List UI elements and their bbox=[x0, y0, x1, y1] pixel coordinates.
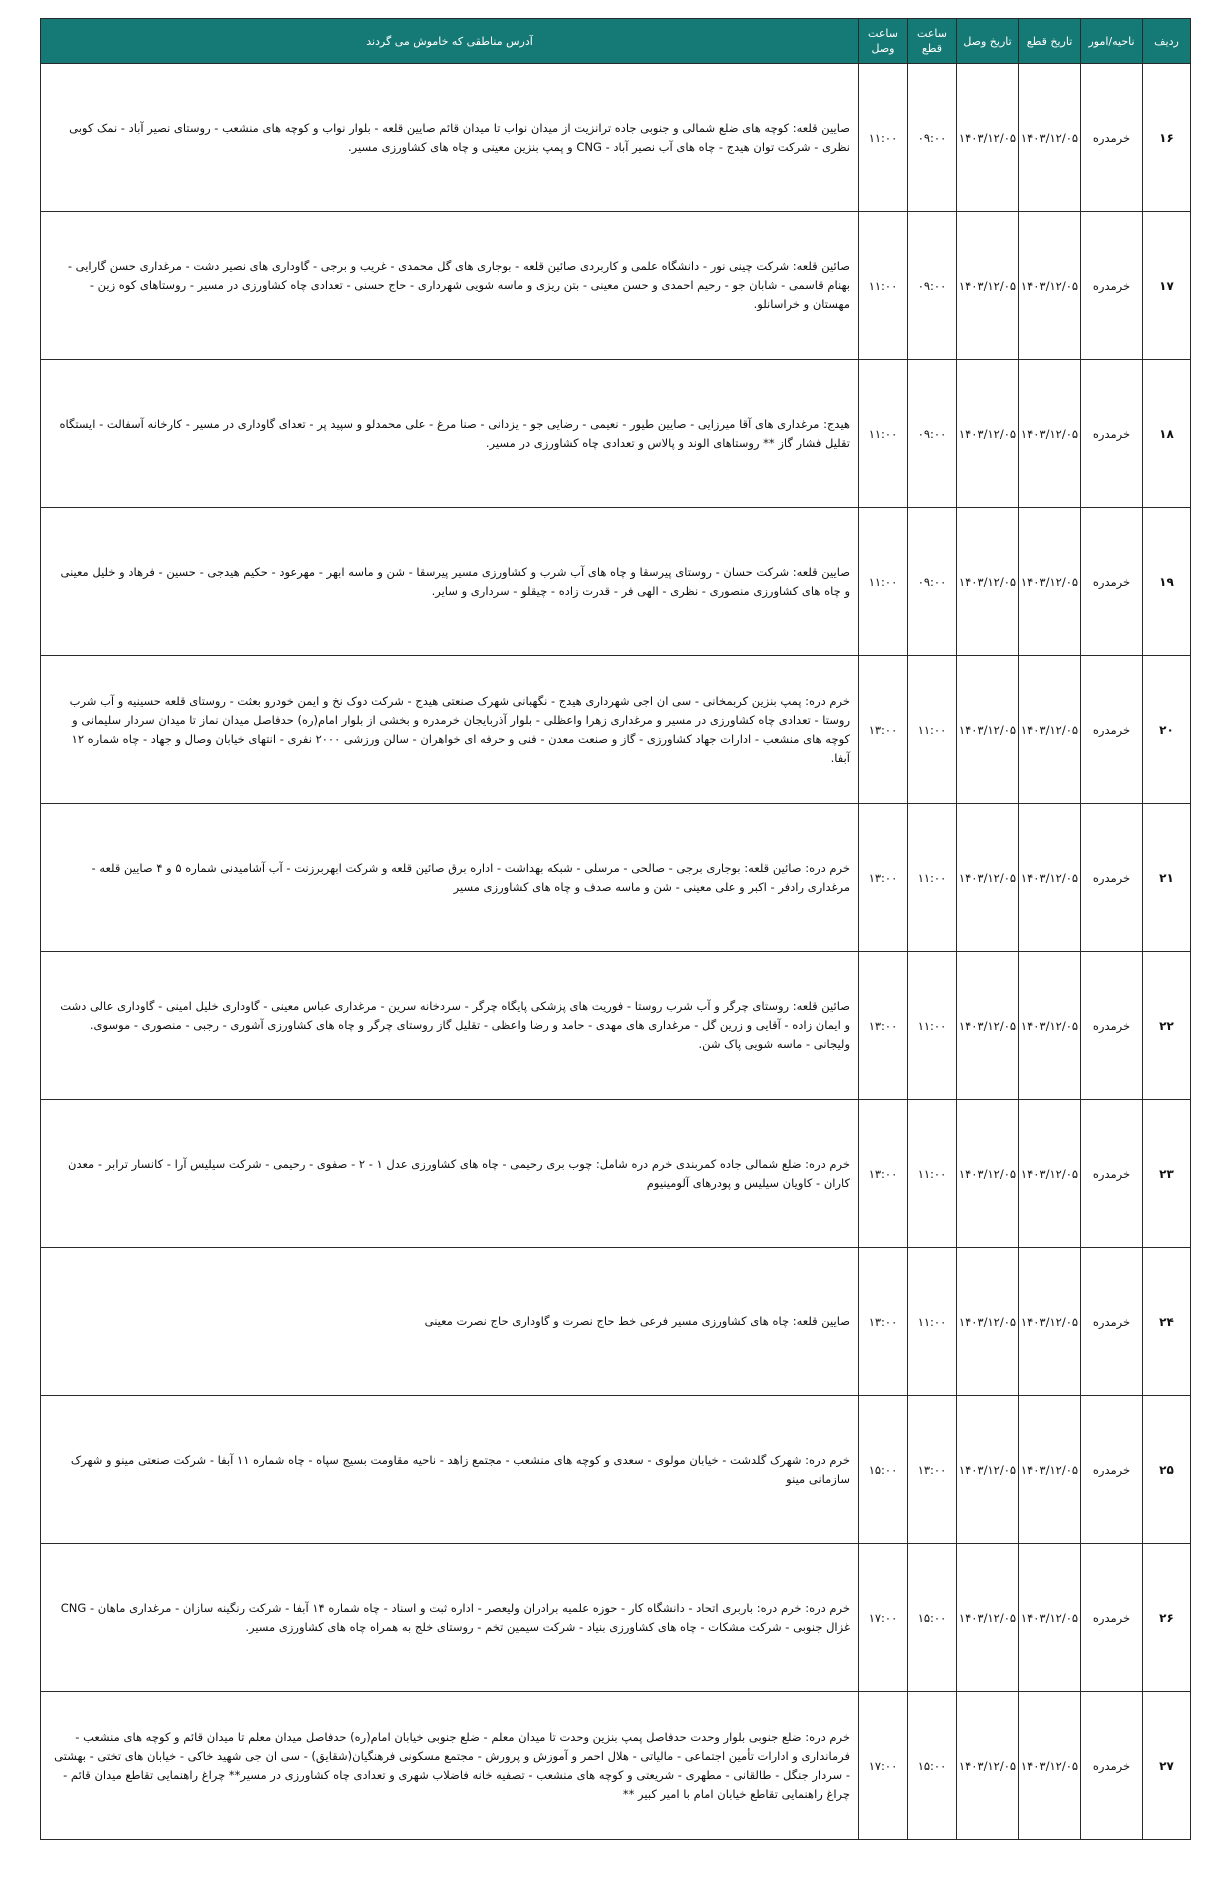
connect-time-cell: ۱۱:۰۰ bbox=[859, 360, 908, 508]
header-cut-time: ساعت قطع bbox=[908, 19, 957, 64]
row-number-cell: ۱۹ bbox=[1143, 508, 1191, 656]
row-number-cell: ۱۸ bbox=[1143, 360, 1191, 508]
outage-table bbox=[40, 18, 1191, 1840]
address-cell: خرم دره: ضلع شمالی جاده کمربندی خرم دره شامل: چوب بری رحیمی - چاه های کشاورزی عدل ۱ - ۲ - صفوی - رحیمی - شرکت سیلیس آرا - کانسار ترابر - معدن کاران - کاویان سیلیس و پودرهای آلومینیوم bbox=[41, 1100, 859, 1248]
address-cell: صایین قلعه: شرکت حسان - روستای پیرسقا و چاه های آب شرب و کشاورزی مسیر پیرسقا - شن و ماسه ابهر - مهرعود - حکیم هیدجی - حسین - فرهاد و خلیل معینی و چاه های کشاورزی منصوری - نظری - الهی فر - قدرت زاده - چیقلو - سرداری و سایر. bbox=[41, 508, 859, 656]
address-cell: صائین قلعه: روستای چرگر و آب شرب روستا - فوریت های پزشکی پایگاه چرگر - سردخانه سرین - مرغداری عباس معینی - گاوداری خلیل امینی - گاوداری عالی دشت و ایمان زاده - آقایی و زرین گل - مرغداری های مهدی - حامد و رضا واعظی - تقلیل گاز روستای چرگر و چاه های کشاورزی آشوری - رجبی - منصوری - موسوی. ولیجانی - ماسه شویی پاک شن. bbox=[41, 952, 859, 1100]
cut-time-cell: ۰۹:۰۰ bbox=[908, 64, 957, 212]
table-row bbox=[41, 1544, 1191, 1692]
row-number-cell: ۱۷ bbox=[1143, 212, 1191, 360]
connect-time-cell: ۱۳:۰۰ bbox=[859, 952, 908, 1100]
connect-date-cell: ۱۴۰۳/۱۲/۰۵ bbox=[957, 1544, 1019, 1692]
connect-time-cell: ۱۳:۰۰ bbox=[859, 656, 908, 804]
region-cell: خرمدره bbox=[1081, 804, 1143, 952]
connect-time-cell: ۱۱:۰۰ bbox=[859, 508, 908, 656]
cut-time-cell: ۰۹:۰۰ bbox=[908, 508, 957, 656]
table-row bbox=[41, 1248, 1191, 1396]
cut-date-cell: ۱۴۰۳/۱۲/۰۵ bbox=[1019, 212, 1081, 360]
header-connect-date: تاریخ وصل bbox=[957, 19, 1019, 64]
table-row bbox=[41, 1396, 1191, 1544]
connect-date-cell: ۱۴۰۳/۱۲/۰۵ bbox=[957, 1100, 1019, 1248]
table-row bbox=[41, 1100, 1191, 1248]
cut-date-cell: ۱۴۰۳/۱۲/۰۵ bbox=[1019, 1396, 1081, 1544]
connect-date-cell: ۱۴۰۳/۱۲/۰۵ bbox=[957, 952, 1019, 1100]
region-cell: خرمدره bbox=[1081, 1396, 1143, 1544]
header-row-number: ردیف bbox=[1143, 19, 1191, 64]
address-cell: هیدج: مرغداری های آقا میرزایی - صایین طیور - نعیمی - رضایی جو - یزدانی - صنا مرغ - علی محمدلو و سپید پر - تعدای گاوداری در مسیر - کارخانه آسفالت - ایستگاه تقلیل فشار گاز ** روستاهای الوند و پالاس و تعدادی چاه کشاورزی در مسیر. bbox=[41, 360, 859, 508]
connect-time-cell: ۱۳:۰۰ bbox=[859, 1100, 908, 1248]
cut-date-cell: ۱۴۰۳/۱۲/۰۵ bbox=[1019, 804, 1081, 952]
outage-schedule bbox=[40, 18, 1190, 1840]
connect-time-cell: ۱۵:۰۰ bbox=[859, 1396, 908, 1544]
table-row bbox=[41, 952, 1191, 1100]
row-number-cell: ۲۷ bbox=[1143, 1692, 1191, 1840]
address-cell: خرم دره: صائین قلعه: بوجاری برجی - صالحی - مرسلی - شبکه بهداشت - اداره برق صائین قلعه و شرکت ابهربرزنت - آب آشامیدنی شماره ۵ و ۴ صایین قلعه - مرغداری رادفر - اکبر و علی معینی - شن و ماسه صدف و چاه های کشاورزی مسیر bbox=[41, 804, 859, 952]
cut-time-cell: ۱۱:۰۰ bbox=[908, 1248, 957, 1396]
cut-date-cell: ۱۴۰۳/۱۲/۰۵ bbox=[1019, 952, 1081, 1100]
connect-time-cell: ۱۱:۰۰ bbox=[859, 64, 908, 212]
connect-date-cell: ۱۴۰۳/۱۲/۰۵ bbox=[957, 1396, 1019, 1544]
connect-date-cell: ۱۴۰۳/۱۲/۰۵ bbox=[957, 508, 1019, 656]
cut-time-cell: ۰۹:۰۰ bbox=[908, 212, 957, 360]
header-cut-date: تاریخ قطع bbox=[1019, 19, 1081, 64]
region-cell: خرمدره bbox=[1081, 952, 1143, 1100]
cut-time-cell: ۱۵:۰۰ bbox=[908, 1544, 957, 1692]
connect-date-cell: ۱۴۰۳/۱۲/۰۵ bbox=[957, 804, 1019, 952]
connect-date-cell: ۱۴۰۳/۱۲/۰۵ bbox=[957, 1248, 1019, 1396]
region-cell: خرمدره bbox=[1081, 360, 1143, 508]
row-number-cell: ۲۱ bbox=[1143, 804, 1191, 952]
cut-date-cell: ۱۴۰۳/۱۲/۰۵ bbox=[1019, 508, 1081, 656]
region-cell: خرمدره bbox=[1081, 1544, 1143, 1692]
address-cell: خرم دره: شهرک گلدشت - خیابان مولوی - سعدی و کوچه های منشعب - مجتمع زاهد - ناحیه مقاومت بسیج سپاه - چاه شماره ۱۱ آبفا - شرکت صنعتی مینو و شهرک سازمانی مینو bbox=[41, 1396, 859, 1544]
connect-date-cell: ۱۴۰۳/۱۲/۰۵ bbox=[957, 1692, 1019, 1840]
row-number-cell: ۲۶ bbox=[1143, 1544, 1191, 1692]
connect-date-cell: ۱۴۰۳/۱۲/۰۵ bbox=[957, 656, 1019, 804]
cut-time-cell: ۱۳:۰۰ bbox=[908, 1396, 957, 1544]
cut-time-cell: ۱۱:۰۰ bbox=[908, 656, 957, 804]
cut-date-cell: ۱۴۰۳/۱۲/۰۵ bbox=[1019, 1544, 1081, 1692]
connect-time-cell: ۱۷:۰۰ bbox=[859, 1692, 908, 1840]
address-cell: خرم دره: خرم دره: باربری اتحاد - دانشگاه کار - حوزه علمیه برادران ولیعصر - اداره ثبت و اسناد - چاه شماره ۱۴ آبفا - شرکت رنگینه سازان - مرغداری ماهان - CNG غزال جنوبی - شرکت مشکات - چاه های کشاورزی بنیاد - شرکت سیمین تخم - روستای خلج به همراه چاه های کشاورزی مسیر. bbox=[41, 1544, 859, 1692]
row-number-cell: ۲۳ bbox=[1143, 1100, 1191, 1248]
cut-time-cell: ۱۱:۰۰ bbox=[908, 952, 957, 1100]
address-cell: صائین قلعه: شرکت چینی نور - دانشگاه علمی و کاربردی صائین قلعه - بوجاری های گل محمدی - غریب و برجی - گاوداری های نصیر دشت - مرغداری حسن گارایی - بهنام قاسمی - شابان جو - رحیم احمدی و حسن معینی - بتن ریزی و ماسه شویی شهرداری - حاج حسنی - تعدادی چاه کشاورزی در مسیر - روستاهای کوه زین - مهستان و خراسانلو. bbox=[41, 212, 859, 360]
region-cell: خرمدره bbox=[1081, 1248, 1143, 1396]
row-number-cell: ۱۶ bbox=[1143, 64, 1191, 212]
connect-time-cell: ۱۷:۰۰ bbox=[859, 1544, 908, 1692]
header-region: ناحیه/امور bbox=[1081, 19, 1143, 64]
cut-date-cell: ۱۴۰۳/۱۲/۰۵ bbox=[1019, 656, 1081, 804]
header-row bbox=[41, 19, 1191, 64]
connect-date-cell: ۱۴۰۳/۱۲/۰۵ bbox=[957, 64, 1019, 212]
cut-time-cell: ۱۱:۰۰ bbox=[908, 1100, 957, 1248]
cut-time-cell: ۱۱:۰۰ bbox=[908, 804, 957, 952]
header-address: آدرس مناطقی که خاموش می گردند bbox=[41, 19, 859, 64]
cut-date-cell: ۱۴۰۳/۱۲/۰۵ bbox=[1019, 1100, 1081, 1248]
region-cell: خرمدره bbox=[1081, 64, 1143, 212]
region-cell: خرمدره bbox=[1081, 508, 1143, 656]
header-connect-time: ساعت وصل bbox=[859, 19, 908, 64]
address-cell: صایین قلعه: کوچه های ضلع شمالی و جنوبی جاده ترانزیت از میدان نواب تا میدان قائم صایین قلعه - بلوار نواب و کوچه های منشعب - روستای نصیر آباد - نمک کوبی نظری - شرکت توان هیدج - چاه های آب نصیر آباد - CNG و پمپ بنزین معینی و چاه های کشاورزی مسیر. bbox=[41, 64, 859, 212]
table-row bbox=[41, 656, 1191, 804]
region-cell: خرمدره bbox=[1081, 656, 1143, 804]
cut-date-cell: ۱۴۰۳/۱۲/۰۵ bbox=[1019, 1248, 1081, 1396]
connect-time-cell: ۱۱:۰۰ bbox=[859, 212, 908, 360]
address-cell: خرم دره: پمپ بنزین کربمخانی - سی ان اجی شهرداری هیدج - نگهبانی شهرک صنعتی هیدج - شرکت دوک نخ و ایمن خودرو بعثت - روستای قلعه حسینیه و آب شرب روستا - تعدادی چاه کشاورزی در مسیر و مرغداری زهرا واعظلی - بلوار آذربایجان خرمدره و بخشی از بلوار امام(ره) حدفاصل میدان نماز تا میدان سردار سلیمانی و کوچه های منشعب - ادارات جهاد کشاورزی - گاز و صنعت معدن - فنی و حرفه ای خواهران - سالن ورزشی ۲۰۰۰ نفری - انتهای خیابان وصال و جهاد - چاه شماره ۱۲ آبفا. bbox=[41, 656, 859, 804]
cut-date-cell: ۱۴۰۳/۱۲/۰۵ bbox=[1019, 360, 1081, 508]
row-number-cell: ۲۴ bbox=[1143, 1248, 1191, 1396]
table-row bbox=[41, 1692, 1191, 1840]
row-number-cell: ۲۰ bbox=[1143, 656, 1191, 804]
table-row bbox=[41, 804, 1191, 952]
connect-date-cell: ۱۴۰۳/۱۲/۰۵ bbox=[957, 212, 1019, 360]
cut-time-cell: ۰۹:۰۰ bbox=[908, 360, 957, 508]
cut-date-cell: ۱۴۰۳/۱۲/۰۵ bbox=[1019, 1692, 1081, 1840]
table-row bbox=[41, 64, 1191, 212]
cut-time-cell: ۱۵:۰۰ bbox=[908, 1692, 957, 1840]
row-number-cell: ۲۲ bbox=[1143, 952, 1191, 1100]
address-cell: صایین قلعه: چاه های کشاورزی مسیر فرعی خط حاج نصرت و گاوداری حاج نصرت معینی bbox=[41, 1248, 859, 1396]
table-row bbox=[41, 360, 1191, 508]
row-number-cell: ۲۵ bbox=[1143, 1396, 1191, 1544]
connect-time-cell: ۱۳:۰۰ bbox=[859, 804, 908, 952]
cut-date-cell: ۱۴۰۳/۱۲/۰۵ bbox=[1019, 64, 1081, 212]
table-row bbox=[41, 508, 1191, 656]
address-cell: خرم دره: ضلع جنوبی بلوار وحدت حدفاصل پمپ بنزین وحدت تا میدان معلم - ضلع جنوبی خیابان امام(ره) حدفاصل میدان معلم تا میدان قائم و کوچه های منشعب - فرمانداری و ادارات تأمین اجتماعی - مالیاتی - هلال احمر و آموزش و پرورش - مجتمع مسکونی فرهنگیان(شقایق) - سی ان جی شهید خاکی - خیابان های تختی - بهشتی - سردار جنگل - طالقانی - مطهری - شریعتی و کوچه های منشعب - تصفیه خانه فاضلاب شهری و تعدادی چاه کشاورزی در مسیر** چراغ راهنمایی تقاطع میدان قائم - چراغ راهنمایی تقاطع خیابان امام با امیر کبیر ** bbox=[41, 1692, 859, 1840]
region-cell: خرمدره bbox=[1081, 1100, 1143, 1248]
table-row bbox=[41, 212, 1191, 360]
connect-date-cell: ۱۴۰۳/۱۲/۰۵ bbox=[957, 360, 1019, 508]
region-cell: خرمدره bbox=[1081, 212, 1143, 360]
region-cell: خرمدره bbox=[1081, 1692, 1143, 1840]
connect-time-cell: ۱۳:۰۰ bbox=[859, 1248, 908, 1396]
